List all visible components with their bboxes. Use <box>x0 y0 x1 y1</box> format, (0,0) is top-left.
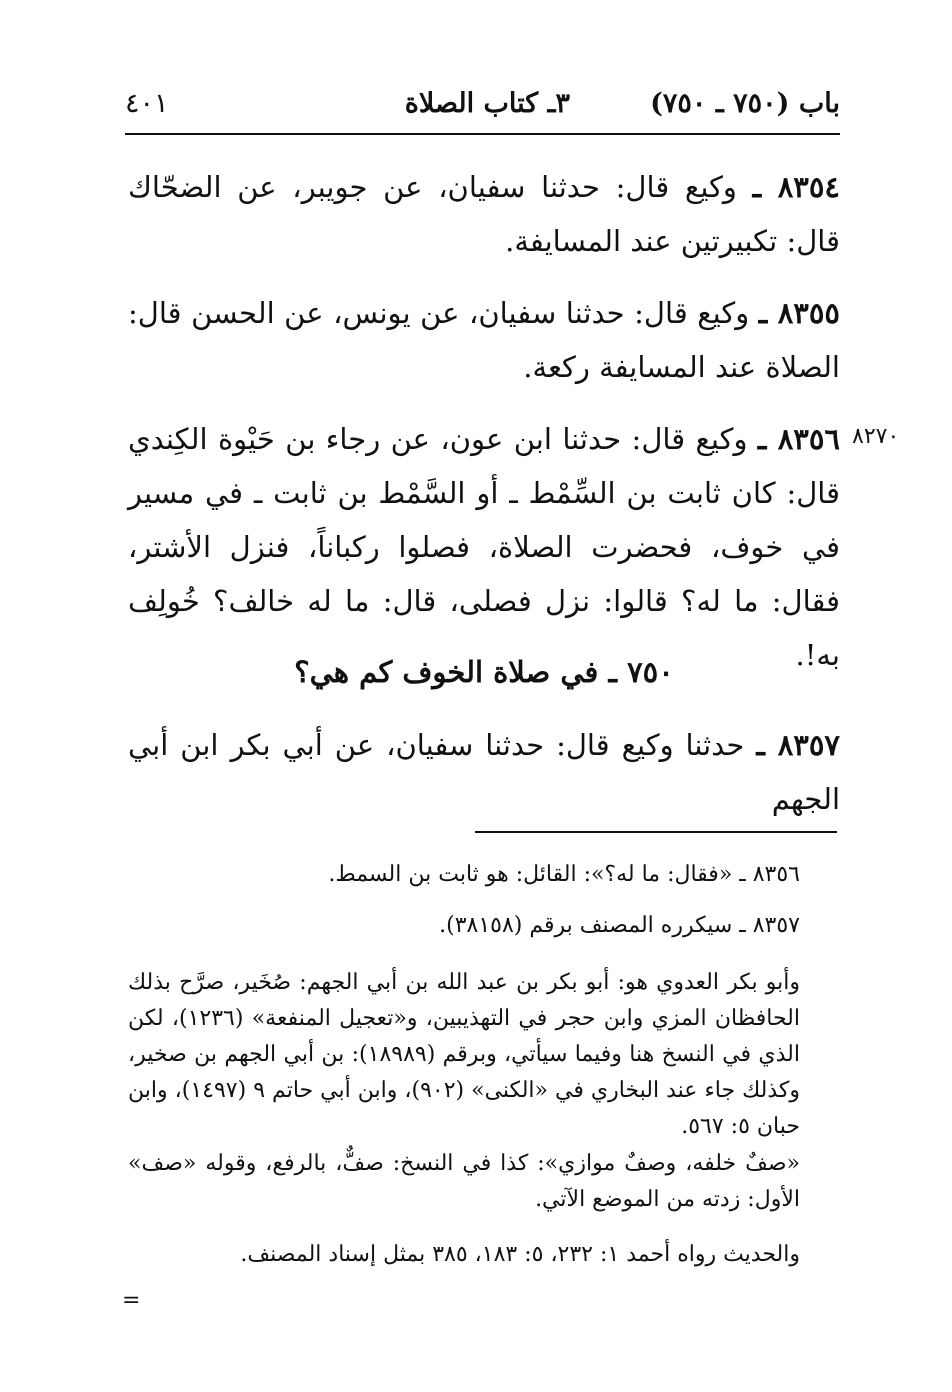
hadith-text: حدثنا وكيع قال: حدثنا سفيان، عن أبي بكر ابن أبي الجهم <box>128 728 840 816</box>
hadith-text: وكيع قال: حدثنا سفيان، عن يونس، عن الحسن قال: الصلاة عند المسايفة ركعة. <box>128 296 840 384</box>
footnote-8357: ٨٣٥٧ ـ سيكرره المصنف برقم (٣٨١٥٨). <box>439 913 800 938</box>
page-number: ٤٠١ <box>125 88 169 119</box>
hadith-number: ٨٣٥٦ ـ <box>757 422 840 456</box>
hadith-8354 <box>128 160 840 268</box>
chapter-heading: باب (٧٥٠ ـ ٧٥٠) <box>650 88 840 119</box>
book-title: ٣ـ كتاب الصلاة <box>404 88 570 119</box>
hadith-number: ٨٣٥٤ ـ <box>752 170 841 204</box>
hadith-number: ٨٣٥٥ ـ <box>758 296 840 330</box>
section-title: ٧٥٠ ـ في صلاة الخوف كم هي؟ <box>294 655 674 689</box>
footnote-saff: «صفٌ خلفه، وصفٌ موازي»: كذا في النسخ: صفٌّ، بالرفع، وقوله «صف» الأول: زدته من الموضع الآتي. <box>128 1151 800 1212</box>
footnote-abu-bakr: وأبو بكر العدوي هو: أبو بكر بن عبد الله بن أبي الجهم: صُخَير، صرَّح بذلك الحافظان المزي وابن حجر في التهذيبين، و«تعجيل المنفعة» (١٢٣٦)، لكن الذي في النسخ هنا وفيما سيأتي، وبرقم (١٨٩٨٩): بن أبي الجهم بن صخير، وكذلك جاء عند البخاري في «الكنى» (٩٠٢)، وابن أبي حاتم ٩ (١٤٩٧)، وابن حبان ٥: ٥٦٧. <box>128 970 801 1139</box>
page-header <box>125 86 840 128</box>
hadith-text: وكيع قال: حدثنا ابن عون، عن رجاء بن حَيْوة الكِندي قال: كان ثابت بن السِّمْط ـ أو السَّمْط بن ثابت ـ في مسير في خوف، فحضرت الصلاة، فصلوا ركباناً، فنزل الأشتر، فقال: ما له؟ قالوا: نزل فصلى، قال: ما له خالف؟ خُولِف به!. <box>128 422 840 672</box>
continuation-mark: = <box>122 1288 141 1313</box>
hadith-8355 <box>128 286 840 394</box>
hadith-text: وكيع قال: حدثنا سفيان، عن جويبر، عن الضحّاك قال: تكبيرتين عند المسايفة. <box>128 170 840 258</box>
header-divider <box>125 133 840 135</box>
footnote-8356: ٨٣٥٦ ـ «فقال: ما له؟»: القائل: هو ثابت بن السمط. <box>328 862 800 887</box>
margin-reference-number: ٨٢٧٠ <box>852 424 900 449</box>
hadith-8357 <box>128 718 840 826</box>
footnote-divider <box>475 831 837 833</box>
hadith-8356 <box>128 412 840 682</box>
hadith-number: ٨٣٥٧ ـ <box>756 728 841 762</box>
footnote-ahmad: والحديث رواه أحمد ١: ٢٣٢، ٥: ١٨٣، ٣٨٥ بمثل إسناد المصنف. <box>240 1242 800 1267</box>
